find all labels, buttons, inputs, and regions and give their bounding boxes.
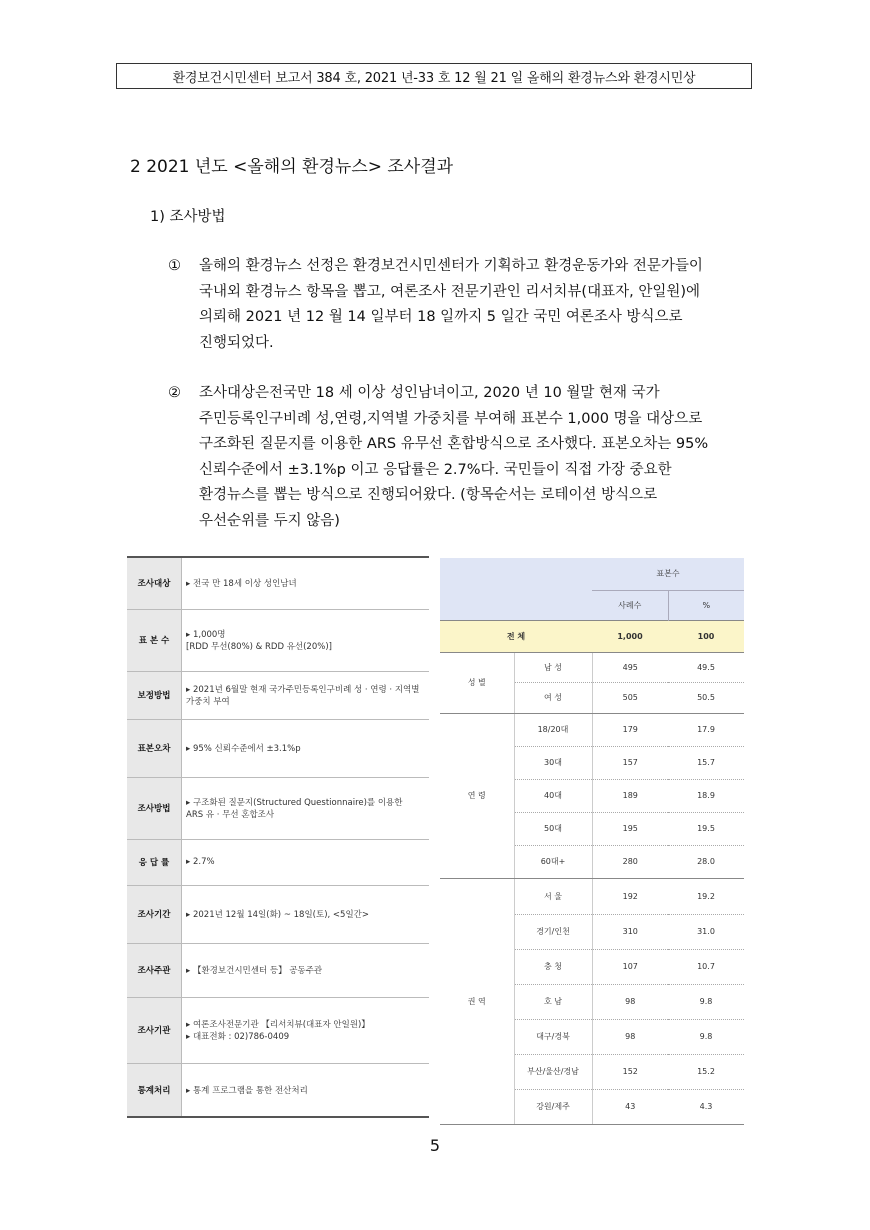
percent-cell: 31.0 (668, 914, 744, 949)
group-label: 연 령 (440, 713, 514, 878)
row-label: 조사방법 (127, 777, 182, 839)
row-label: 표 본 수 (127, 609, 182, 671)
page-number: 5 (429, 1136, 441, 1155)
method-paragraph-2 (168, 381, 758, 534)
total-row (440, 620, 744, 652)
category-cell: 40대 (514, 779, 592, 812)
row-label: 표본오차 (127, 719, 182, 777)
count-cell: 179 (592, 713, 668, 746)
row-value: ▸ 2021년 6월말 현재 국가주민등록인구비례 성 · 연령 · 지역별 가중치 부여 (182, 671, 430, 719)
category-cell: 50대 (514, 812, 592, 845)
item-number: ① (168, 258, 181, 274)
count-cell: 107 (592, 949, 668, 984)
item-number: ② (168, 385, 181, 401)
row-value: ▸ 1,000명 [RDD 무선(80%) & RDD 유선(20%)] (182, 609, 430, 671)
text-line: 구조화된 질문지를 이용한 ARS 유무선 혼합방식으로 조사했다. 표본오차는 95% (199, 436, 709, 452)
group-label: 권 역 (440, 878, 514, 1124)
total-label: 전 체 (440, 620, 592, 652)
text-line: 올해의 환경뉴스 선정은 환경보건시민센터가 기획하고 환경운동가와 전문가들이 (199, 258, 703, 274)
percent-cell: 4.3 (668, 1089, 744, 1124)
header-sample-size: 표본수 (592, 558, 744, 590)
row-value: ▸ 여론조사전문기관 【리서치뷰(대표자 안일원)】 ▸ 대표전화 : 02)786-0409 (182, 997, 430, 1063)
row-label: 응 답 률 (127, 839, 182, 885)
method-paragraph-1 (168, 254, 758, 356)
table-row (127, 885, 429, 943)
percent-cell: 9.8 (668, 1019, 744, 1054)
row-label: 통계처리 (127, 1063, 182, 1117)
percent-cell: 15.2 (668, 1054, 744, 1089)
count-cell: 189 (592, 779, 668, 812)
report-header: 환경보건시민센터 보고서 384 호, 2021 년-33 호 12 월 21 일 올해의 환경뉴스와 환경시민상 (116, 63, 752, 89)
row-value: ▸ 2021년 12월 14일(화) ~ 18일(토), <5일간> (182, 885, 430, 943)
text-line: 주민등록인구비례 성,연령,지역별 가중치를 부여해 표본수 1,000 명을 대상으로 (199, 410, 703, 427)
text-line: 국내외 환경뉴스 항목을 뽑고, 여론조사 전문기관인 리서치뷰(대표자, 안일원)에 (199, 283, 701, 300)
header-corner (440, 558, 592, 620)
count-cell: 98 (592, 1019, 668, 1054)
count-cell: 43 (592, 1089, 668, 1124)
percent-cell: 19.5 (668, 812, 744, 845)
category-cell: 경기/인천 (514, 914, 592, 949)
count-cell: 280 (592, 845, 668, 878)
category-cell: 서 울 (514, 878, 592, 914)
survey-overview-table (127, 556, 429, 1118)
table-row (440, 878, 744, 914)
row-label: 보정방법 (127, 671, 182, 719)
table-header-row (440, 558, 744, 590)
category-cell: 18/20대 (514, 713, 592, 746)
category-cell: 부산/울산/경남 (514, 1054, 592, 1089)
table-row (127, 777, 429, 839)
row-value: ▸ 2.7% (182, 839, 430, 885)
percent-cell: 18.9 (668, 779, 744, 812)
percent-cell: 28.0 (668, 845, 744, 878)
count-cell: 98 (592, 984, 668, 1019)
table-row (440, 713, 744, 746)
text-line: 우선순위를 두지 않음) (199, 512, 340, 529)
text-line: 의뢰해 2021 년 12 월 14 일부터 18 일까지 5 일간 국민 여론조사 방식으로 (199, 309, 683, 325)
row-label: 조사기간 (127, 885, 182, 943)
table-row (127, 997, 429, 1063)
count-cell: 495 (592, 652, 668, 682)
row-label: 조사대상 (127, 557, 182, 609)
row-label: 조사주관 (127, 943, 182, 997)
table-row (127, 1063, 429, 1117)
category-cell: 60대+ (514, 845, 592, 878)
table-row (440, 652, 744, 682)
table-row (127, 609, 429, 671)
header-count: 사례수 (592, 590, 668, 620)
count-cell: 192 (592, 878, 668, 914)
count-cell: 505 (592, 682, 668, 713)
category-cell: 30대 (514, 746, 592, 779)
total-percent: 100 (668, 620, 744, 652)
category-cell: 호 남 (514, 984, 592, 1019)
percent-cell: 15.7 (668, 746, 744, 779)
subsection-title: 1) 조사방법 (150, 209, 226, 225)
row-value: ▸ 구조화된 질문지(Structured Questionnaire)를 이용한 ARS 유 · 무선 혼합조사 (182, 777, 430, 839)
table-row (127, 839, 429, 885)
category-cell: 여 성 (514, 682, 592, 713)
header-percent: % (668, 590, 744, 620)
count-cell: 152 (592, 1054, 668, 1089)
text-line: 진행되었다. (199, 334, 274, 351)
category-cell: 충 청 (514, 949, 592, 984)
percent-cell: 50.5 (668, 682, 744, 713)
percent-cell: 19.2 (668, 878, 744, 914)
total-count: 1,000 (592, 620, 668, 652)
sample-distribution-table (440, 558, 744, 1125)
percent-cell: 49.5 (668, 652, 744, 682)
category-cell: 강원/제주 (514, 1089, 592, 1124)
count-cell: 157 (592, 746, 668, 779)
paragraph-text (199, 254, 758, 356)
text-line: 환경뉴스를 뽑는 방식으로 진행되어왔다. (항목순서는 로테이션 방식으로 (199, 487, 658, 503)
row-value: ▸ 【환경보건시민센터 등】 공동주관 (182, 943, 430, 997)
percent-cell: 17.9 (668, 713, 744, 746)
text-line: 조사대상은전국만 18 세 이상 성인남녀이고, 2020 년 10 월말 현재 국가 (199, 385, 660, 401)
count-cell: 310 (592, 914, 668, 949)
section-title: 2 2021 년도 <올해의 환경뉴스> 조사결과 (130, 157, 454, 177)
category-cell: 남 성 (514, 652, 592, 682)
count-cell: 195 (592, 812, 668, 845)
table-row (127, 557, 429, 609)
text-line: 신뢰수준에서 ±3.1%p 이고 응답률은 2.7%다. 국민들이 직접 가장 중요한 (199, 461, 672, 478)
percent-cell: 10.7 (668, 949, 744, 984)
row-value: ▸ 통계 프로그램을 통한 전산처리 (182, 1063, 430, 1117)
table-row (127, 719, 429, 777)
percent-cell: 9.8 (668, 984, 744, 1019)
table-row (127, 943, 429, 997)
paragraph-text (199, 381, 758, 534)
table-row (127, 671, 429, 719)
row-value: ▸ 95% 신뢰수준에서 ±3.1%p (182, 719, 430, 777)
row-label: 조사기관 (127, 997, 182, 1063)
group-label: 성 별 (440, 652, 514, 713)
category-cell: 대구/경북 (514, 1019, 592, 1054)
row-value: ▸ 전국 만 18세 이상 성인남녀 (182, 557, 430, 609)
